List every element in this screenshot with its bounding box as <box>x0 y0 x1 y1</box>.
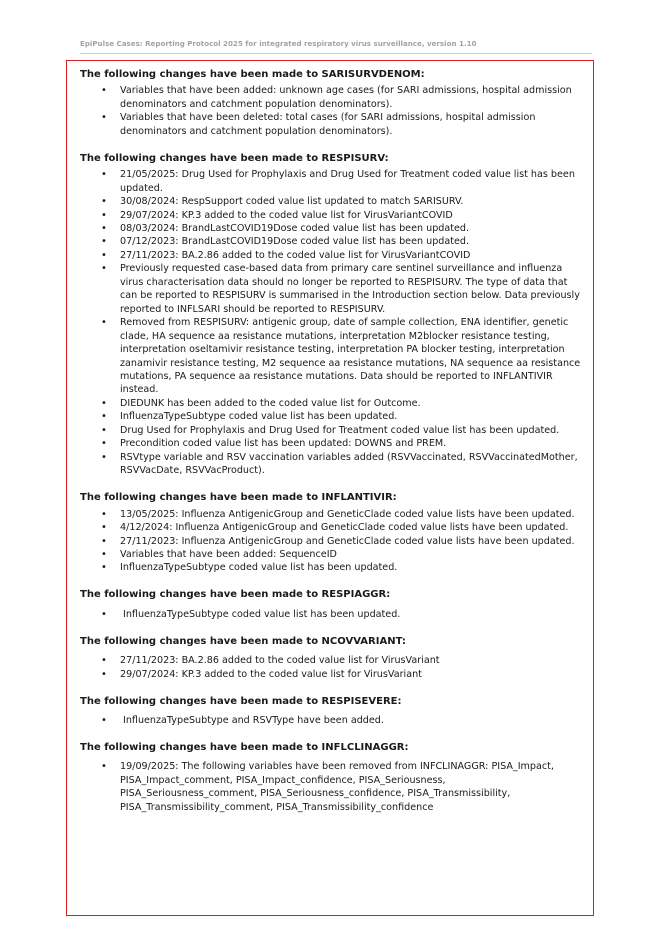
section-respisevere <box>80 695 585 728</box>
change-list <box>80 714 585 727</box>
change-list <box>80 608 585 621</box>
list-item: • Drug Used for Prophylaxis and Drug Used for Treatment coded value list has been updated. <box>80 424 585 437</box>
change-list <box>80 508 585 575</box>
list-item: • Precondition coded value list has been updated: DOWNS and PREM. <box>80 437 585 450</box>
list-item: • Variables that have been deleted: total cases (for SARI admissions, hospital admission denominators and catchment population denominators). <box>80 111 585 138</box>
section-title: The following changes have been made to SARISURVDENOM: <box>80 69 425 80</box>
section-respiaggr <box>80 588 585 621</box>
section-title: The following changes have been made to NCOVVARIANT: <box>80 635 406 647</box>
page-header: EpiPulse Cases: Reporting Protocol 2025 for integrated respiratory virus surveillance, version 1.10 <box>80 39 477 48</box>
list-item: • Variables that have been added: SequenceID <box>80 548 585 561</box>
list-item: • 30/08/2024: RespSupport coded value list updated to match SARISURV. <box>80 195 585 208</box>
list-item: • 13/05/2025: Influenza AntigenicGroup and GeneticClade coded value lists have been updated. <box>80 508 585 521</box>
list-item: • Variables that have been added: unknown age cases (for SARI admissions, hospital admission denominators and catchment population denominators). <box>80 84 585 111</box>
change-list <box>80 654 585 681</box>
list-item: • 27/11/2023: BA.2.86 added to the coded value list for VirusVariantCOVID <box>80 249 585 262</box>
list-item: • RSVtype variable and RSV vaccination variables added (RSVVaccinated, RSVVaccinatedMother, RSVVacDate, RSVVacProduct). <box>80 451 585 478</box>
header-divider <box>80 53 592 54</box>
list-item: • InfluenzaTypeSubtype and RSVType have been added. <box>80 714 585 727</box>
list-item: • InfluenzaTypeSubtype coded value list has been updated. <box>80 410 585 423</box>
list-item: • 27/11/2023: BA.2.86 added to the coded value list for VirusVariant <box>80 654 585 667</box>
section-inflantivir <box>80 491 585 575</box>
list-item: • 4/12/2024: Influenza AntigenicGroup and GeneticClade coded value lists have been updated. <box>80 521 585 534</box>
section-title: The following changes have been made to RESPISURV: <box>80 152 389 164</box>
list-item: • 08/03/2024: BrandLastCOVID19Dose coded value list has been updated. <box>80 222 585 235</box>
list-item: • DIEDUNK has been added to the coded value list for Outcome. <box>80 397 585 410</box>
list-item: • 27/11/2023: Influenza AntigenicGroup and GeneticClade coded value lists have been updated. <box>80 535 585 548</box>
change-list <box>80 760 585 814</box>
change-list <box>80 84 585 138</box>
list-item: • 21/05/2025: Drug Used for Prophylaxis and Drug Used for Treatment coded value list has been updated. <box>80 168 585 195</box>
list-item: • 29/07/2024: KP.3 added to the coded value list for VirusVariant <box>80 668 585 681</box>
list-item: • InfluenzaTypeSubtype coded value list has been updated. <box>80 608 585 621</box>
section-title: The following changes have been made to RESPIAGGR: <box>80 589 391 601</box>
changes-content <box>80 68 585 814</box>
list-item: • 29/07/2024: KP.3 added to the coded value list for VirusVariantCOVID <box>80 209 585 222</box>
list-item: • Removed from RESPISURV: antigenic group, date of sample collection, ENA identifier, genetic clade, HA sequence aa resistance mutations, interpretation M2blocker resistance testing, interpretation oseltamivir resistance testing, interpretation PA blocker testing, interpretation zanamivir resistance testing, M2 sequence aa resistance mutations, NA sequence aa resistance mutations, PA sequence aa resistance mutations. Data should be reported to INFLANTIVIR instead. <box>80 316 585 397</box>
list-item: • Previously requested case-based data from primary care sentinel surveillance and influenza virus characterisation data should no longer be reported to RESPISURV. The type of data that can be reported to RESPISURV is summarised in the Introduction section below. Data previously reported to INFLSARI should be reported to RESPISURV. <box>80 262 585 316</box>
section-ncovvariant <box>80 635 585 681</box>
section-title: The following changes have been made to INFLCLINAGGR: <box>80 742 409 754</box>
section-respisurv <box>80 152 585 478</box>
change-list <box>80 168 585 477</box>
section-title: The following changes have been made to RESPISEVERE: <box>80 695 402 707</box>
list-item: • InfluenzaTypeSubtype coded value list has been updated. <box>80 561 585 574</box>
list-item: • 07/12/2023: BrandLastCOVID19Dose coded value list has been updated. <box>80 235 585 248</box>
section-sarisurvdenom <box>80 68 585 138</box>
section-inflclinaggr <box>80 741 585 814</box>
list-item: • 19/09/2025: The following variables have been removed from INFCLINAGGR: PISA_Impact, PISA_Impact_comment, PISA_Impact_confidence, PISA_Seriousness, PISA_Seriousness_comment, PISA_Seriousness_confidence, PISA_Transmissibility, PISA_Transmissibility_comment, PISA_Transmissibility_confidence <box>80 760 585 814</box>
section-title: The following changes have been made to INFLANTIVIR: <box>80 492 397 504</box>
